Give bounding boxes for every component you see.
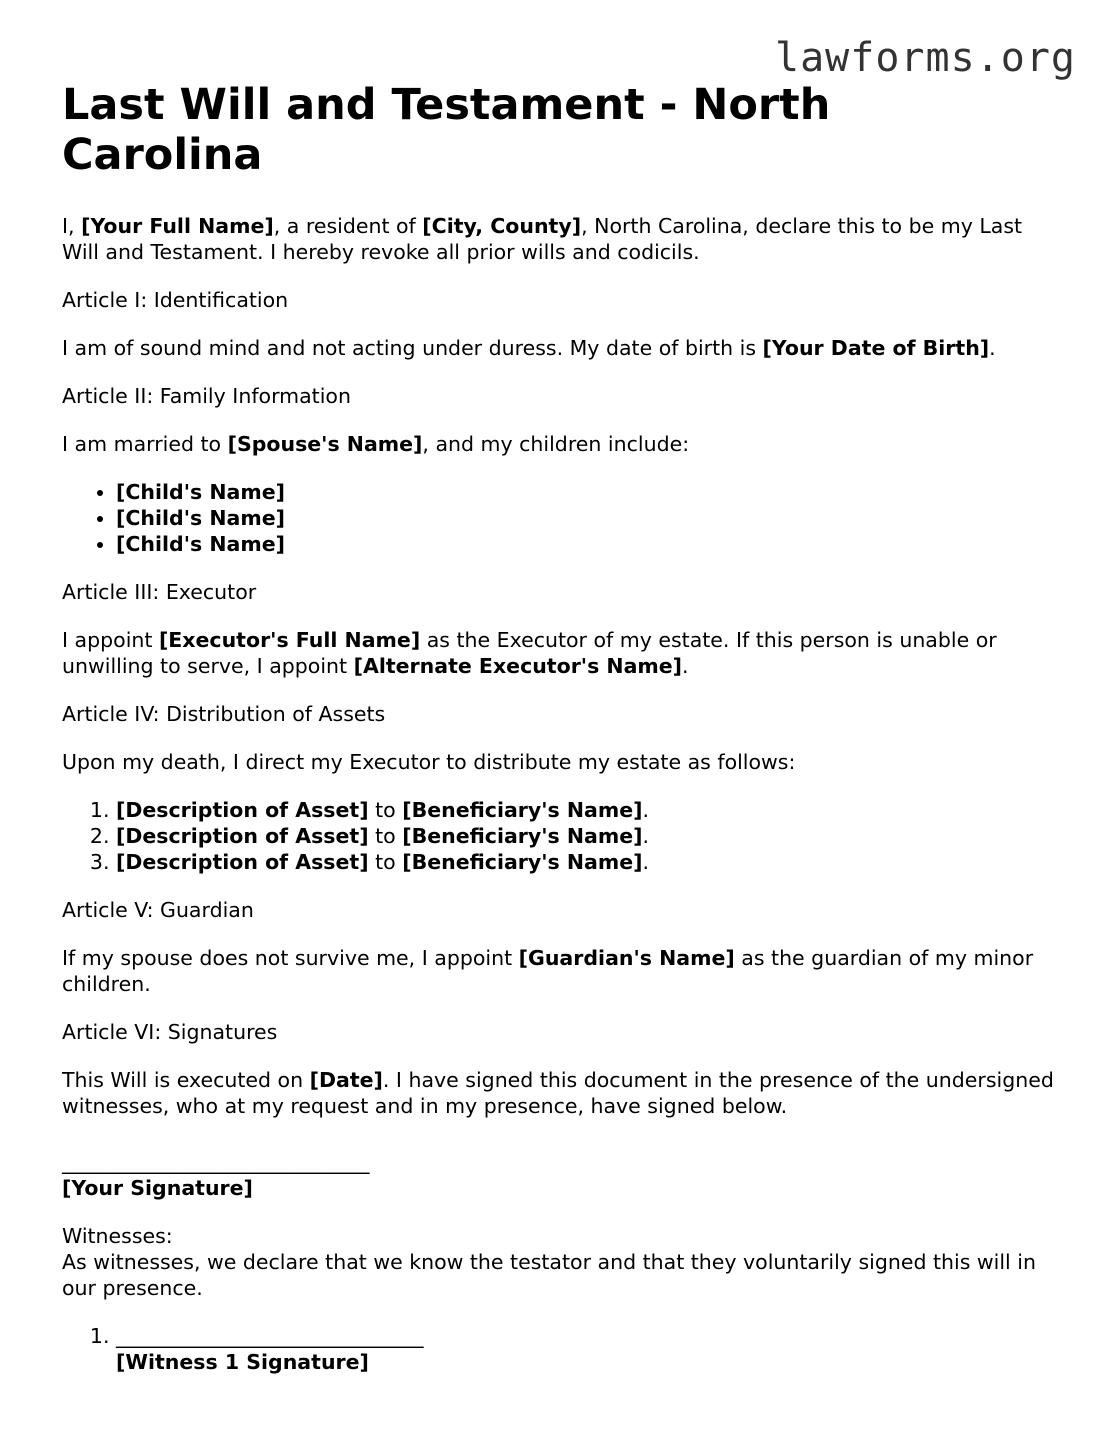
asset-field: [Description of Asset] [116,824,369,848]
article-text: . [642,824,650,848]
article-text: If my spouse does not survive me, I appoint [62,946,519,970]
beneficiary-field: [Beneficiary's Name] [402,850,643,874]
witness-signature-label: [Witness 1 Signature] [116,1350,369,1374]
article-text: I am of sound mind and not acting under duress. My date of birth is [62,336,763,360]
list-item [116,823,1062,849]
child-name-field: [Child's Name] [116,506,285,530]
article-text: . [989,336,996,360]
article-4-heading: Article IV: Distribution of Assets [62,702,386,726]
guardian-name-field: [Guardian's Name] [518,946,735,970]
witnesses-block [62,1223,1062,1301]
article-2-text [62,431,1062,457]
alternate-executor-field: [Alternate Executor's Name] [353,654,683,678]
article-text: . [642,798,650,822]
article-6-heading: Article VI: Signatures [62,1020,278,1044]
spouse-name-field: [Spouse's Name] [227,432,423,456]
article-5-heading: Article V: Guardian [62,898,254,922]
article-text: to [368,850,403,874]
signature-line: ______________________________ [62,1150,370,1174]
list-item [116,479,1062,505]
children-list [62,479,1062,557]
child-name-field: [Child's Name] [116,480,285,504]
intro-paragraph [62,213,1062,265]
article-text: as the guardian of my minor children. [62,946,1034,996]
article-text: I appoint [62,628,159,652]
article-text: to [368,798,403,822]
list-item [116,849,1062,875]
article-3-heading: Article III: Executor [62,580,257,604]
asset-field: [Description of Asset] [116,850,369,874]
watermark: lawforms.org [775,35,1076,81]
article-1-text [62,335,1062,361]
article-2-heading: Article II: Family Information [62,384,351,408]
list-item [116,1323,1062,1375]
signature-label: [Your Signature] [62,1176,253,1200]
list-item [116,505,1062,531]
beneficiary-field: [Beneficiary's Name] [402,824,643,848]
executor-name-field: [Executor's Full Name] [158,628,421,652]
asset-field: [Description of Asset] [116,798,369,822]
article-text: as the Executor of my estate. If this person is unable or unwilling to serve, I appoint [62,628,997,678]
list-item [116,797,1062,823]
article-5-text [62,945,1062,997]
witness-signature-line: 1. ______________________________ [116,1324,424,1348]
list-item [116,531,1062,557]
intro-text: , North Carolina, declare this to be my Last Will and Testament. I hereby revoke all prior wills and codicils. [62,214,1023,264]
article-text: to [368,824,403,848]
article-text: . [642,850,650,874]
testator-signature-block [62,1149,1062,1201]
article-text: . [682,654,689,678]
article-4-text: Upon my death, I direct my Executor to distribute my estate as follows: [62,750,796,774]
article-3-text [62,627,1062,679]
city-county-field: [City, County] [422,214,582,238]
beneficiary-field: [Beneficiary's Name] [402,798,643,822]
document-body [62,80,1062,1397]
article-text: I am married to [62,432,228,456]
article-text: . I have signed this document in the presence of the undersigned witnesses, who at my request and in my presence, have signed below. [62,1068,1054,1118]
date-field: [Date] [309,1068,383,1092]
full-name-field: [Your Full Name] [81,214,274,238]
intro-text: I, [62,214,82,238]
document-title: Last Will and Testament - North Carolina [62,80,831,180]
article-text: This Will is executed on [62,1068,310,1092]
child-name-field: [Child's Name] [116,532,285,556]
witnesses-text: As witnesses, we declare that we know the testator and that they voluntarily signed this will in our presence. [62,1250,1036,1300]
date-of-birth-field: [Your Date of Birth] [762,336,990,360]
article-1-heading: Article I: Identification [62,288,289,312]
intro-text: , a resident of [273,214,423,238]
article-6-text [62,1067,1062,1119]
asset-list [62,797,1062,875]
article-text: , and my children include: [422,432,690,456]
witnesses-heading: Witnesses: [62,1224,173,1248]
witness-list [62,1323,1062,1375]
